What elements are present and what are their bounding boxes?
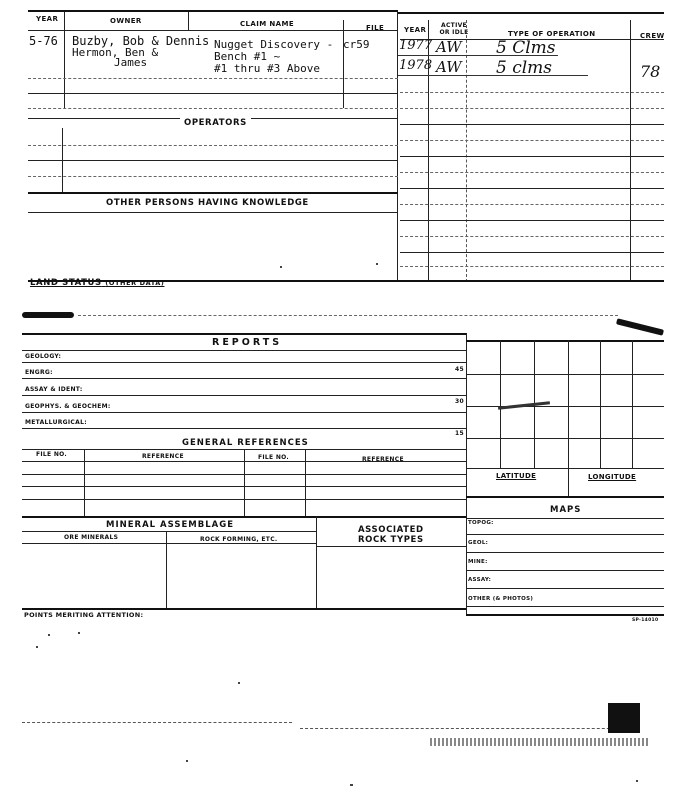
metallurgical-rule: [22, 428, 466, 429]
claim-line-3: #1 thru #3 Above: [214, 62, 320, 75]
grid-bottom-rule: [466, 496, 664, 498]
row1-year-handwritten: 1977: [399, 38, 433, 53]
reports-right-rule: [466, 333, 467, 615]
scan-artifact-line-1: [22, 722, 292, 723]
right-rule-3: [400, 124, 664, 125]
owner-line-1: Buzby, Bob & Dennis: [72, 34, 210, 48]
right-rule-9: [400, 220, 664, 221]
associated-line-2: ROCK TYPES: [358, 535, 424, 545]
punch-mark-right: [616, 318, 664, 335]
associated-col-rule: [316, 516, 317, 608]
row-rule-b: [28, 93, 398, 94]
scan-artifact-line-2: [300, 728, 640, 729]
general-references-heading: GENERAL REFERENCES: [182, 438, 309, 448]
handwriting-rule-2: [398, 75, 588, 76]
row2-year-handwritten: 1978: [399, 58, 433, 73]
mineral-assemblage-heading: MINERAL ASSEMBLAGE: [106, 520, 235, 530]
assay-rule: [22, 395, 466, 396]
other-photos-label: OTHER (& PHOTOS): [468, 596, 534, 602]
genref-file-no-1: FILE NO.: [36, 451, 68, 458]
right-rule-12: [400, 266, 664, 267]
other-photos-rule: [466, 606, 664, 607]
operators-bottom-rule: [28, 192, 398, 194]
genref-rule-2: [22, 486, 466, 487]
geol-rule: [466, 552, 664, 553]
assay-ident-label: ASSAY & IDENT:: [25, 386, 83, 393]
speck-7: [280, 266, 282, 268]
row1-operation-handwritten: 5 Clms: [496, 38, 556, 58]
mineral-col-rule: [166, 531, 167, 608]
row2-operation-handwritten: 5 clms: [496, 58, 553, 78]
associated-line-1: ASSOCIATED: [358, 525, 424, 535]
geology-label: GEOLOGY:: [25, 353, 62, 360]
top-border-left: [28, 10, 398, 12]
owner-header: OWNER: [110, 17, 142, 25]
row-rule-c: [28, 108, 398, 109]
genref-col-3: [305, 449, 306, 517]
reports-top-rule: [22, 333, 466, 335]
genref-file-no-2: FILE NO.: [258, 454, 290, 461]
speck-2: [78, 632, 80, 634]
reports-title-rule: [22, 350, 466, 351]
operators-rule-1: [28, 145, 398, 146]
genref-rule-3: [22, 499, 466, 500]
points-meriting-attention: POINTS MERITING ATTENTION:: [24, 611, 144, 619]
speck-4: [238, 682, 240, 684]
crew-header: CREW: [640, 32, 665, 40]
longitude-label: LONGITUDE: [588, 473, 637, 481]
grid-col-5: [632, 340, 633, 468]
maps-heading: MAPS: [550, 505, 582, 515]
metallurgical-label: METALLURGICAL:: [25, 419, 87, 426]
ore-minerals-header: ORE MINERALS: [64, 534, 119, 541]
other-persons-heading: OTHER PERSONS HAVING KNOWLEDGE: [106, 198, 309, 208]
speck-1: [48, 634, 50, 636]
scan-noise-band: [430, 738, 650, 746]
punch-mark-left: [22, 312, 74, 318]
speck-9: [636, 780, 638, 782]
maps-bottom-rule: [466, 614, 664, 616]
grid-row-3: [466, 438, 664, 439]
crew-col-rule: [630, 20, 631, 282]
year-header-right: YEAR: [404, 26, 427, 34]
land-status-text: LAND STATUS: [30, 278, 102, 288]
form-number: SP-14010: [632, 618, 659, 623]
right-rule-1: [400, 92, 664, 93]
right-rule-11: [400, 252, 664, 253]
operators-rule-2: [28, 160, 398, 161]
geology-rule: [22, 362, 466, 363]
assay-map-label: ASSAY:: [468, 577, 492, 583]
grid-col-1: [500, 340, 501, 468]
claim-line-2: Bench #1 ~: [214, 50, 281, 63]
top-border-right: [398, 12, 664, 14]
year-header: YEAR: [36, 15, 59, 23]
row-rule-a: [28, 78, 398, 79]
owner-col-rule: [188, 12, 189, 30]
speck-6: [350, 784, 353, 786]
mid-band-dashed: [78, 315, 618, 316]
owner-line-3: James: [114, 56, 148, 69]
entry-year: 5-76: [29, 34, 58, 48]
right-rule-10: [400, 236, 664, 237]
grid-row-1: [466, 374, 664, 375]
land-status-label: [30, 278, 164, 288]
row1-status-handwritten: AW: [436, 38, 462, 56]
grid-row-2: [466, 406, 664, 407]
row2-crew-handwritten: 78: [640, 62, 661, 81]
genref-col-2: [244, 449, 245, 517]
active-idle-header: ACTIVE OR IDLE: [439, 22, 469, 36]
genref-bottom-rule: [22, 516, 466, 518]
rock-forming-header: ROCK FORMING, ETC.: [200, 536, 278, 543]
engrg-rule: [22, 378, 466, 379]
mineral-header-rule: [22, 543, 316, 544]
right-rule-4: [400, 140, 664, 141]
claim-line-1: Nugget Discovery -: [214, 38, 334, 51]
right-rule-2: [400, 108, 664, 109]
geophys-geochem-label: GEOPHYS. & GEOCHEM:: [25, 403, 111, 410]
mineral-bottom-rule: [22, 608, 466, 610]
topog-rule: [466, 534, 664, 535]
tick-15: 15: [455, 430, 464, 437]
genref-col-1: [84, 449, 85, 517]
topog-label: TOPOG:: [468, 520, 494, 526]
associated-rule: [316, 546, 466, 547]
geophys-rule: [22, 412, 466, 413]
genref-reference-2: REFERENCE: [362, 456, 404, 463]
grid-top-rule: [466, 340, 664, 342]
scan-black-block: [608, 703, 640, 733]
row2-status-handwritten: AW: [436, 58, 462, 76]
active-col-rule: [466, 20, 467, 282]
maps-title-rule: [466, 518, 664, 519]
right-rule-6: [400, 172, 664, 173]
operators-heading: OPERATORS: [180, 118, 251, 128]
engrg-label: ENGRG:: [25, 369, 53, 376]
right-rule-7: [400, 188, 664, 189]
mine-label: MINE:: [468, 559, 488, 565]
claim-col-rule: [343, 20, 344, 108]
operators-rule-3: [28, 176, 398, 177]
handwriting-rule-1: [398, 55, 558, 56]
grid-row-4: [466, 468, 664, 469]
right-rule-8: [400, 204, 664, 205]
genref-rule-1: [22, 474, 466, 475]
mineral-title-rule: [22, 531, 316, 532]
speck-8: [376, 263, 378, 265]
claim-name-header: CLAIM NAME: [240, 20, 295, 28]
mine-rule: [466, 570, 664, 571]
latitude-label: LATITUDE: [496, 472, 537, 480]
type-of-operation-header: TYPE OF OPERATION: [508, 30, 596, 38]
geol-label: GEOL:: [468, 540, 489, 546]
grid-col-4: [600, 340, 601, 468]
genref-reference-1: REFERENCE: [142, 453, 184, 460]
speck-5: [186, 760, 188, 762]
file-number: cr59: [343, 38, 370, 51]
land-status-sub: (OTHER DATA): [105, 279, 165, 287]
assay-map-rule: [466, 588, 664, 589]
file-header: FILE: [366, 24, 385, 32]
tick-45: 45: [455, 366, 464, 373]
right-rule-5: [400, 156, 664, 157]
file-col-rule: [397, 12, 398, 282]
grid-col-3: [568, 340, 569, 498]
speck-3: [36, 646, 38, 648]
tick-30: 30: [455, 398, 464, 405]
owner-line-2: Hermon, Ben &: [72, 46, 159, 59]
other-persons-rule: [28, 212, 398, 213]
reports-heading: REPORTS: [212, 337, 283, 348]
